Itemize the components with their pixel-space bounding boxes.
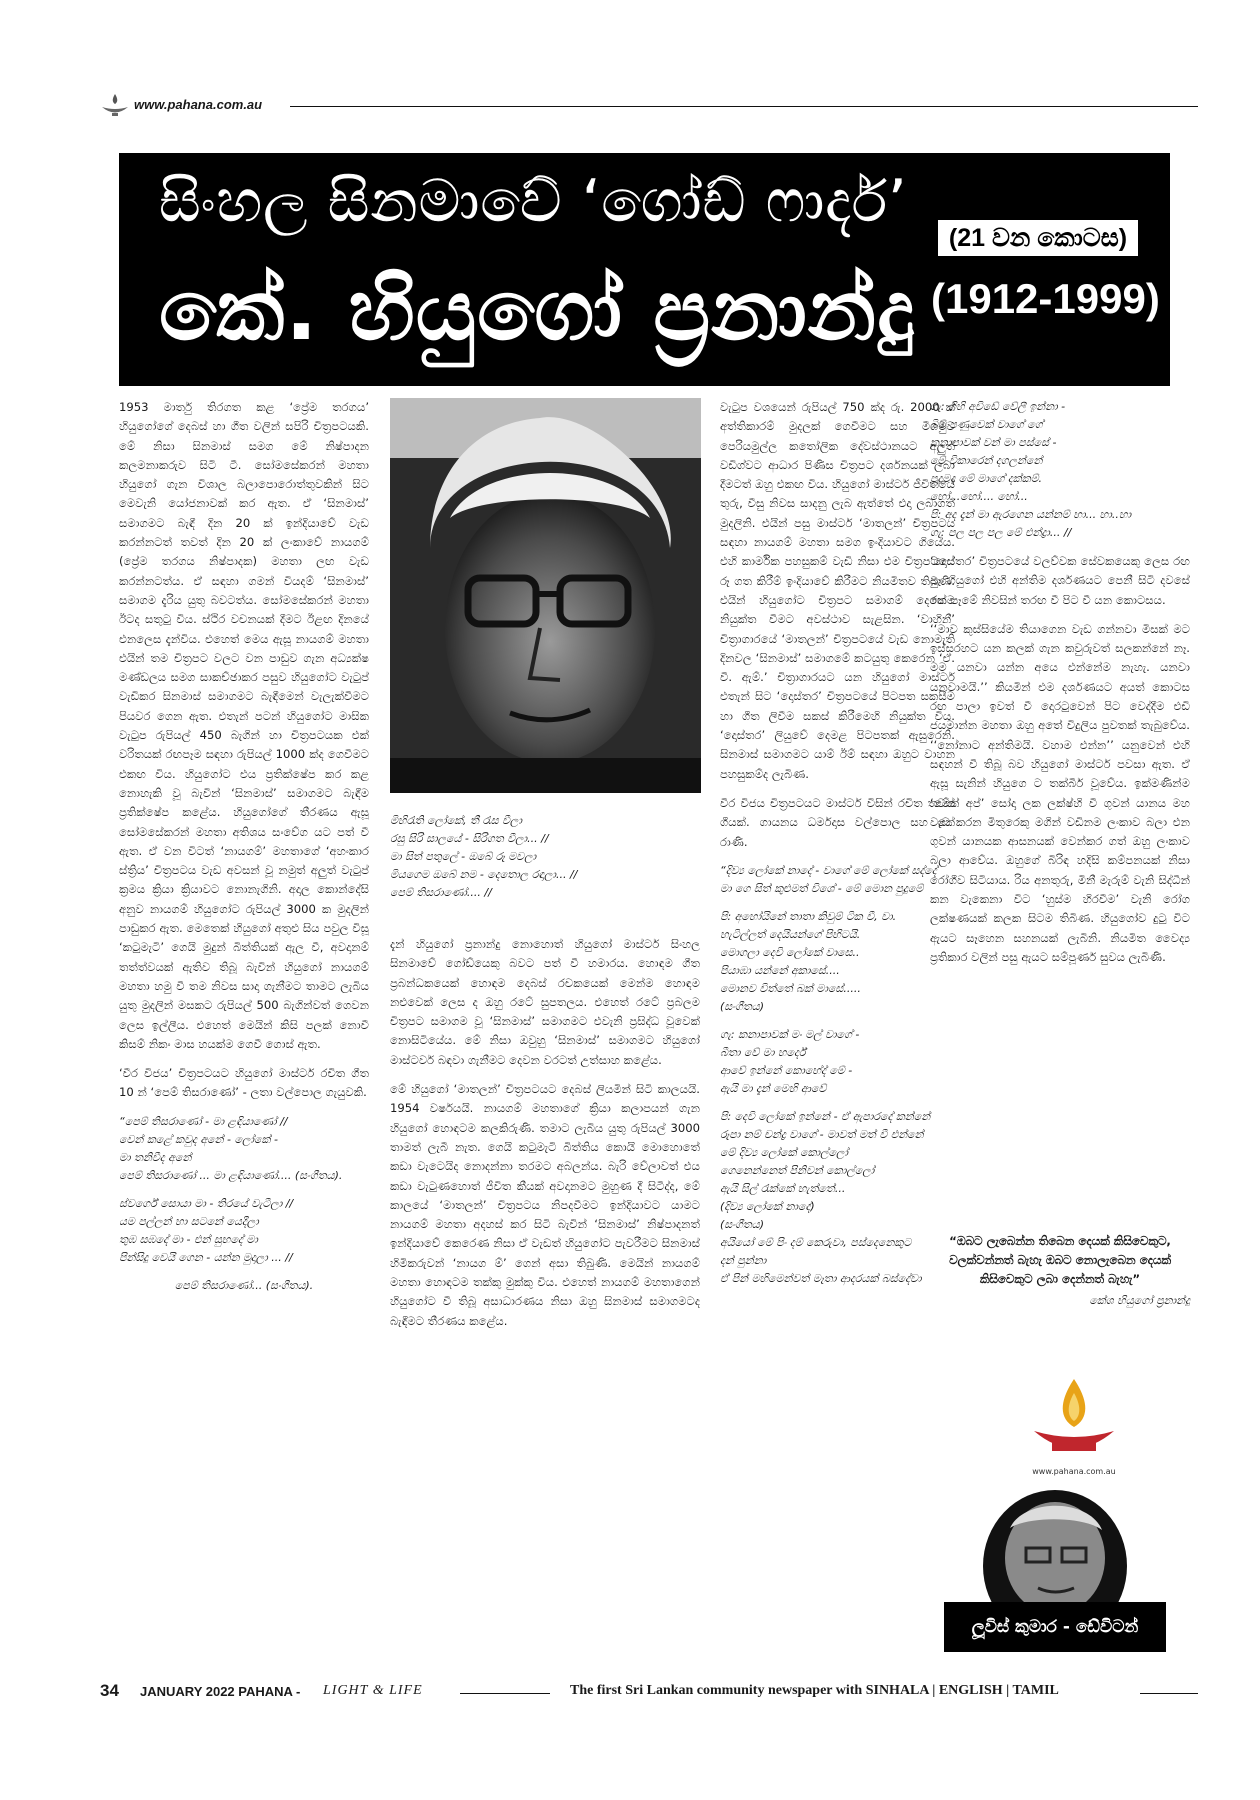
part-number-badge: (21 වන කොටස) (938, 220, 1138, 256)
col4-paragraph-1: ‘දොස්තර’ චිත්‍රපටයේ වලව්වක සේවකයෙකු ලෙස රඟ පෑ හියුගෝ එහි අන්තිම දර්ශණයට පෙනී සිටි දවසේ රඟ පෑමේ නිවසින් තරඟ වී පිට වී යන කොටසය. (930, 554, 1190, 607)
oil-lamp-icon (100, 92, 130, 118)
light-and-life-tag: LIGHT & LIFE (323, 1683, 423, 1698)
portrait-caption-song (390, 812, 700, 912)
article-column-3 (720, 398, 955, 1298)
title-banner (119, 153, 1170, 386)
footer-rule-left (460, 1693, 550, 1694)
author-byline: ලූවිස් කුමාර - ඩේවිටන් (944, 1602, 1166, 1652)
pull-quote (930, 1232, 1190, 1310)
col3-paragraph-1: වැටුප වශයෙන් රුපියල් 750 ක්ද රු. 2000 ක් අත්තිකාරම් මුදලක් ගෙවීමට සහ මීගමුව පෙරියමුල්ල කතෝලික දේවස්ථානයට අලුත් වඩිග්වට ආධාර පිණිස චිත්‍රපට දර්ශනයක් ලබා දීමටත් ඔහු එකඟ විය. හියුගෝ මාස්ටර් ජීවිතයේ තුරු, වීසු නිවස සාදනු ලැබ ඇත්තේ එදා ලබාගත් මුදලිනි. එයින් පසු මාස්ටර් ‘මාතලන්’ චිත්‍රපටය සඳහා නායගම් මහතා සමග ඉංදියාවට ගියේය. එහි කාර්මික පහසුකම් වැඩි නිසා එම චිත්‍රපටයේ රූ ගත කිරීම් ඉංදියාවේ කිරීමට නියමිතව තිබුණි. එයින් හියුගෝට චිත්‍රපට සමාගම් දෙකේම නියුක්ත වීමට අවස්ථාව සැළසින. ‘වාහිනී’ චිත්‍රාගාරයේ ‘මාතලන්’ චිත්‍රපටයේ වැඩ නොමැති දිනවල ‘සිනමාස්’ සමාගමේ කටයුතු කෙරෙන ‘ඒ. වී. ඇම්.’ චිත්‍රාගාරයට යන හියුගෝ මාස්ටර් එතැන් සිට ‘දොස්තර’ චිත්‍රපටයේ පිටපත සකසීම හා ගීත ලිවීම සකස් කිරීමෙහි නියුක්ත විය. ‘දොස්තර’ ලියුවේ දෙමළ පිටපතක් ඇසුරෙනි. සිනමාස් සමාගමට යාම් ඊම් සඳහා ඔහුට වාහන පහසුකම්ද ලැබිණ. (720, 400, 955, 781)
caption-song-text: මිහිරැති ලෝකේ, තී රැස වීලා රසු සිරි සාලයේ - සිරිගත වීලා... // මා සිත් පතුලේ - ඔබේ රූ මවලා මියගෙම ඔබේ නම - දෙතොල රඳාලා... // පෙම් තිසරාණෝ.... // (390, 814, 578, 899)
title-line-1: සිංහල සිනමාවේ ‘ගෝඩ් ෆාදර්’ (159, 167, 908, 235)
col1-paragraph-2: ‘වීර විජය’ චිත්‍රපටයට හියුගෝ මාස්ටර් රචිත ගීත 10 න් ‘පෙම් තිසරාණෝ’ - ලතා වල්පොල ගැයුවකි. (119, 1066, 369, 1100)
top-header-bar (100, 92, 1198, 118)
article-column-1 (119, 398, 369, 1305)
pahana-logo (1018, 1375, 1130, 1485)
col1-song-verse-1: “පෙම් තිසරාණෝ - මා ළඳියාණෝ // වෙන් කළේ කවුද අනේ - ලෝකේ - මා තනිවීද අනේ පෙම් තිසරාණෝ ... මා ළඳියාණෝ.... (සංගීතය). (119, 1114, 343, 1182)
page-number: 34 (100, 1681, 119, 1700)
title-line-2: කේ. හියුගෝ ප්‍රනාන්දු (159, 261, 916, 359)
footer-tagline: The first Sri Lankan community newspaper with SINHALA | ENGLISH | TAMIL (570, 1683, 1059, 1698)
logo-url: www.pahana.com.au (1032, 1467, 1116, 1476)
page-footer (100, 1681, 1198, 1705)
header-rule (290, 106, 1198, 107)
site-url[interactable]: www.pahana.com.au (134, 97, 263, 112)
article-column-2 (390, 935, 700, 1341)
col4-paragraph-2: ‘‘මාව කුස්සියේම තියාගෙන වැඩ ගන්නවා මිසක් මට ඉස්සරහට යන කලක් ගැන කවුරුවත් සලකන්නේ නෑ. මම යනවා යන්න අයෙ එන්නේම නැහැ. යනවා යනවාමයි.’’ කියමින් එම දර්ශණයට අයත් කොටස රඟ පාලා ඉවත් වී දොරටුවෙන් පිට වෙද්දීම එඩි ජයමාන්න මහතා ඔහු අතේ විදුලිය පුවතක් තැබුවේය. ‘‘නෝනාට අන්තිමයි. වහාම එන්න’’ යනුවෙන් එහි සඳහන් වී තිබූ බව හියුගෝ මාස්ටර් පවසා ඇත. ඒ ඇසූ සැනින් හියුගෙ ට තක්බීර් වූවේය. ඉක්මණින්ම ‘මේක් අප්’ සෝදා ලක ලක්ෂ්හි වී ගුවන් යානය මහ වැඩ කරන මිතුරෙකු මගින් වඩිනම ලංකාව බලා එන ගුවන් යානයක ආසනයක් වෙන්කර ගත් ඔහු ලංකාව බලා ආවේය. ඔහුගේ බිරිඳ හදිසි කම්පනයක් නිසා රෝගීව සිටියාය. රිය අනතුරු, මිනී මැරුම් වැනි සිද්ධීන් කන වැකෙනා විට ‘හුස්ම හිරවීම’ වැනි රෝග ලක්ෂණයක් කලක සිටම තිබිණ. හියුගෝව දුටු විට ඇයට සෑහෙන සහනයක් ලැබිනි. නියමිත වෛද්‍ය ප්‍රතිකාර වලින් පසු ඇයට සම්පූර්ණ සුවය ලැබිණි. (930, 621, 1190, 964)
col2-paragraph-1: දැන් හියුගෝ ප්‍රනාන්දු නොහොත් හියුගෝ මාස්ටර් සිංහල සිනමාවේ ගෝඩ්යෙකු බවට පත් වී හමාරය. හොඳම ගීත ප්‍රබන්ධකයෙක් හොඳම දෙබස් රචකයෙක් මෙන්ම හොඳම නළුවෙක් ලෙස ද ඔහු රටේ සුපතලය. එහෙත් රටේ ප්‍රබලම චිත්‍රපට සමාගම වූ ‘සිනමාස්’ සමාගමට එවැනි ප්‍රසිද්ධ වූවෙක් නොසිටියේය. මේ නිසා ඔවුහු ‘සිනමාස්’ සමාගමට හියුගෝ මාස්ටර්ව බඳවා ගැනීමට දෙවන වරටත් උත්සාහ කළේය. (390, 937, 700, 1067)
col4-song-verse: ගැ: ගිහි අවිඩේ වේලී ඉන්නා - බිම් පණුවෙක් වාගේ ගේ කනාපාවක් වන් මා පස්සේ - මේ විකාරෙන් දගලන්නේ පුදුමද මේ මාගේ දක්කම්. හෝ...හෝ.... හෝ... පි: අද දැන් මා ඇරගෙන යන්නම් හා... හා..හා ගැ: පල පල පල මේ එන්ද්‍රා... // (930, 400, 1132, 539)
col3-paragraph-2: වීර විජය චිත්‍රපටයට මාස්ටර් විසින් රචිත තවත් ගීයක්. ගායනය ධර්මදාස වල්පොල සහ කේ රාණි. (720, 795, 955, 849)
col3-song-verse-2: ගැ: කනාපාවක් මං මල් වාගේ - බීතා වේ මා හර්දේ ආවේ ඉන්නේ කොහේද් මේ - ඇයි මා දැන් මෙහි ආවේ (720, 1027, 860, 1095)
hugo-fernando-portrait (390, 398, 701, 793)
footer-rule-right (1140, 1693, 1198, 1694)
col1-paragraph-1: 1953 මාර්තු තිරගත කළ ‘ප්‍රේම තරගය’ හියුගෝගේ දෙබස් හා ගීත වලින් සපිරි චිත්‍රපටයකි. මේ නිසා සිනමාස් සමග මේ නිෂ්පාදන කලමනාකරුව සිටි ටී. සෝමසේකරන් මහතා හියුගෝ ගැන විශාල බලාපොරොත්තුවකින් සිට මෙවැනි යෝජනාවක් කර ඇත. ඒ ‘සිනමාස්’ සමාගමට බැඳී දින 20 ක් ඉන්දියාවේ වැඩ කරන්නටත් තවත් දින 20 ක් ලංකාවේ නායගම් (ප්‍රේම තරගය නිෂ්පාදක) මහතා ලඟ වැඩ කරන්නටත්ය. ඒ සඳහා ගමන් වියදම් ‘සිනමාස්’ සමාගම දැරිය යුතු බවටත්ය. සෝමසේකරන් මහතා ඊටද සතුටු විය. ස්ථිර වචනයක් දීමට ඊළඟ දිනයේ එනලෙස දැන්විය. එහෙත් මෙය ඇසූ නායගම් මහතා එයින් තම චිත්‍රපට වලට වන පාඩුව ගැන අධ්‍යක්ෂ මණ්ඩලය සමග සාකච්ඡාකර පසුව හියුගෝට වැටුප් වැඩිකර සිනමාස් සමාගමට බැඳීමෙන් වැලැක්වීමට පියවර ගෙන ඇත. එතැන් පටන් හියුගෝට මාසික වැටුප රුපියල් 450 බැගින් හා චිත්‍රපටයක එක් වරිතයක් රඟපෑම සඳහා රුපියල් 1000 ක්ද ගෙවීමට එකඟ විය. හියුගෝට එය ප්‍රතික්ෂේප කර කළ නොහැකි වූ බැවින් ‘සිනමාස්’ සමාගමට බැඳීම ප්‍රතික්ෂේප කළේය. හියුගෝගේ තීරණය ඇසූ සෝමසේකරන් මහතා අතිශය සංවේග යට පත් වී ඇත. ඒ වන විටත් ‘නායගම්’ මහතාගේ ‘අහංකාර ස්ත්‍රිය’ චිත්‍රපටය වැඩ අවසන් වූ නමුත් අලුත් වැටුප් ක්‍රමය ක්‍රියා ක්‍රියාවට නොනැගිනි. අදාල කොන්දේසි අනුව නායගම් හියුගෝට රුපියල් 3000 ක මුදලින් පාඩුකර ඇත. මෙතෙක් හියුගෝ අතුළු සිය පවුල විසූ ‘කටුමැටි’ ගෙයි මුදුන් බිත්තියක් ඇල වී, අවදානම් තත්ත්වයක් ඇතිව තිබූ බැවින් හියුගෝ නායගම් මහතා හමු වී තම නිවස සාදා ගැනීමට තාමට ලැබිය යුතු මුදලින් මසකට රුපියල් 500 බැගින්වත් ගෙවන ලෙස ඉල්ලීය. එහෙත් මෙයින් කිසි පලක් නොවී කිසම් නිකං මාස හයක්ම ගෙවී ගොස් ඇත. (119, 400, 369, 1051)
col3-song-chorus: “දිව්‍ය ලෝකේ නාදේ - වාගේ මේ ලෝකේ සද්දේ මා ගෙ සිත් කුළුමත් විශේ - මේ මොන පුදුමේ (720, 863, 937, 895)
issue-date: JANUARY 2022 PAHANA - (140, 1684, 301, 1699)
col1-song-refrain: පෙම් තිසරාණෝ... (සංගීතය). (174, 1278, 314, 1292)
pull-quote-text: “ඔබට ලැබෙන්න තිබෙන දෙයක් කිසිවෙකුට, වලක්වන්නත් බැහැ ඔබට නොලැබෙන දෙයක් කිසිවෙකුට ලබා දෙන්නත් බැහැ” (949, 1234, 1171, 1286)
pull-quote-signature: කේශ හියුගෝ ප්‍රනාන්දු (1089, 1294, 1190, 1307)
col1-song-verse-2: ස්වර්ගේ සොයා මා - තිරයේ වැටීලා // යම පල්ලන් හා සටනේ යෙදීලා තුඹ සඹදේ මා - එන් සුභදේ මා පින්සිදු වෙයි ගෙන - යන්න මුදාලා ... // (119, 1196, 294, 1264)
lamp-flame-icon (1018, 1375, 1130, 1467)
author-portrait-image (944, 1488, 1166, 1608)
article-column-4 (930, 398, 1190, 977)
col2-paragraph-2: මේ හියුගෝ ‘මාතලන්’ චිත්‍රපටයට දෙබස් ලියමින් සිටි කාලයයි. 1954 වර්ෂයයි. නායගම් මහතාගේ ක්‍රියා කලාපයන් ගැන හියුගෝ හොඳටම කලකිරුණි. තමාට ලැබිය යුතු රුපියල් 3000 තාමත් ලැබී නැත. ගෙයි කටුමැටි බිත්තිය කොයි මොහොතේ කඩා වැටෙයිද නොදන්නා තරමට අබලන්ය. බැරි වේලාවත් එය කඩා වැටුණහොත් ජීවිත කීයක් අවදානමට මුහුණ දී සිටීද්ද, මේ කාලයේ ‘මාතලන්’ චිත්‍රපටය නිපදවීමට ඉන්දියාවට යාමට නායගම් මහතා අදහස් කර සිටි බැවින් ‘සිනමාස්’ නිෂ්පාදනත් ඉන්දියාවේ කෙරෙණ නිසා ඒ වැඩත් හියුගෝට පැවරීමට සිනමාස් හිමිකරුවන් ‘නායග ම්’ ගෙන් අසා තිබුණි. මෙයින් නායගම් මහතා හොඳටම තක්කු මුක්කු විය. එහෙත් නායගම් මහතාගෙන් හියුගෝට වී තිබූ අසාධාරණය නිසා ඔහු සිනමාස් සමාගමටද බැඳීමට තීරණය කළේය. (390, 1082, 700, 1328)
col3-song-verse-3: පි: දෙවි ලෝකේ ඉන්නේ - ඒ ඇපාරදේ කන්නේ රූපා නම් චන්ද්‍ර වාගේ - මාවත් මත් වී එන්නේ මේ දිව්‍ය ලෝකේ කොල්ලෝ ගෙනෙන්නෙත් පිනිවන් කොල්ලෝ ඇයි සිල් රැක්කේ හැත්තේ... (දිව්‍ය ලෝකේ නාදේ) (සංගීතය) අයියෝ මේ පිං දම් කෙරුවා, පස්දෙනෙකුට දන් පුන්නා ඒ පින් මහිමෙන්වත් මෑතා ආදරයක් බස්දේවා (720, 1109, 931, 1285)
portrait-image (390, 398, 701, 793)
col3-song-verse-1: පි: අහෝයිනේ තාතා කිවුම් ටික වී, වා. හැටිල්ලත් දෙයියන්ගේ පිහිටයි. මොගලා දෙවි ලෝකේ වාසෙ.. පියාඹා යන්නේ අකාසේ.... මොනව විත්තේ බක් මාසේ..... (සංගීතය) (720, 909, 897, 1013)
life-years: (1912-1999) (931, 275, 1160, 322)
